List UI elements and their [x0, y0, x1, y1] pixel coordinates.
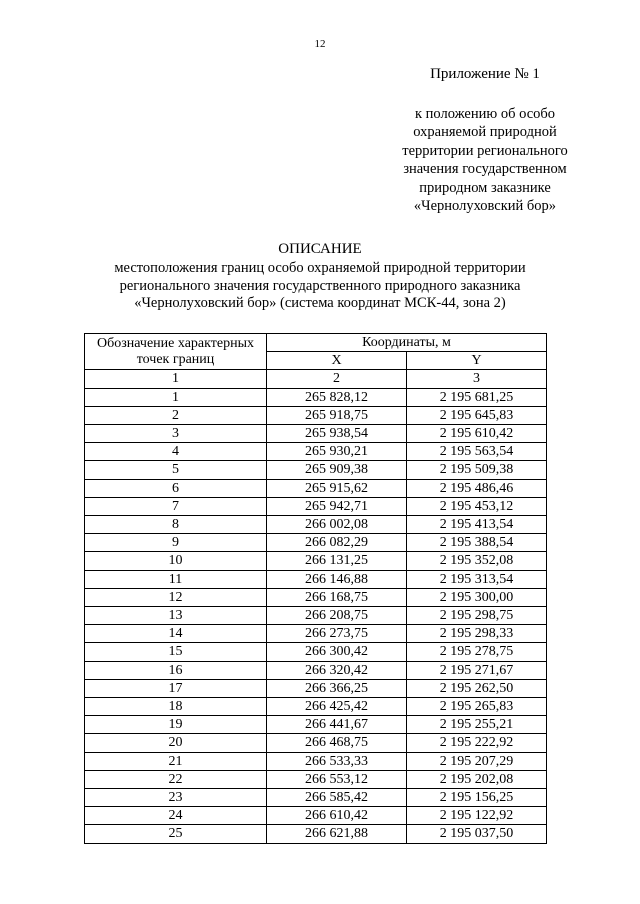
x-coordinate-cell: 266 002,08: [267, 516, 407, 534]
table-row: [85, 679, 547, 697]
table-row: [85, 770, 547, 788]
y-coordinate-cell: 2 195 222,92: [407, 734, 547, 752]
y-coordinate-cell: 2 195 352,08: [407, 552, 547, 570]
table-body: [85, 388, 547, 843]
point-number-cell: 9: [85, 534, 267, 552]
point-number-cell: 5: [85, 461, 267, 479]
table-row: [85, 698, 547, 716]
point-number-cell: 3: [85, 425, 267, 443]
coordinates-table: [84, 333, 547, 844]
point-number-cell: 10: [85, 552, 267, 570]
x-coordinate-cell: 266 441,67: [267, 716, 407, 734]
y-coordinate-cell: 2 195 453,12: [407, 497, 547, 515]
x-coordinate-cell: 266 131,25: [267, 552, 407, 570]
x-coordinate-cell: 265 915,62: [267, 479, 407, 497]
y-coordinate-cell: 2 195 300,00: [407, 588, 547, 606]
y-coordinate-cell: 2 195 271,67: [407, 661, 547, 679]
y-coordinate-cell: 2 195 610,42: [407, 425, 547, 443]
y-coordinate-cell: 2 195 262,50: [407, 679, 547, 697]
table-row: [85, 534, 547, 552]
y-coordinate-cell: 2 195 313,54: [407, 570, 547, 588]
point-number-cell: 25: [85, 825, 267, 843]
table-row: [85, 443, 547, 461]
point-number-cell: 12: [85, 588, 267, 606]
point-number-cell: 16: [85, 661, 267, 679]
appendix-subtitle-line: к положению об особо: [414, 106, 556, 122]
point-number-cell: 14: [85, 625, 267, 643]
appendix-title: Приложение № 1: [430, 66, 540, 82]
table-row: [85, 479, 547, 497]
point-number-cell: 21: [85, 752, 267, 770]
x-coordinate-cell: 265 918,75: [267, 406, 407, 424]
page-number: 12: [314, 38, 326, 50]
point-number-cell: 4: [85, 443, 267, 461]
y-coordinate-cell: 2 195 207,29: [407, 752, 547, 770]
y-coordinate-cell: 2 195 202,08: [407, 770, 547, 788]
x-coordinate-cell: 266 610,42: [267, 807, 407, 825]
description-line: «Чернолуховский бор» (система координат МСК-44, зона 2): [134, 295, 506, 311]
x-coordinate-cell: 266 320,42: [267, 661, 407, 679]
column-number-row: [85, 370, 547, 388]
table-row: [85, 607, 547, 625]
y-coordinate-cell: 2 195 298,33: [407, 625, 547, 643]
y-coordinate-cell: 2 195 563,54: [407, 443, 547, 461]
description-line: регионального значения государственного природного заказника: [119, 277, 521, 294]
y-coordinate-cell: 2 195 122,92: [407, 807, 547, 825]
x-coordinate-cell: 266 553,12: [267, 770, 407, 788]
x-coordinate-cell: 266 585,42: [267, 789, 407, 807]
table-header-row: [85, 334, 547, 352]
y-coordinate-cell: 2 195 486,46: [407, 479, 547, 497]
x-coordinate-cell: 266 082,29: [267, 534, 407, 552]
x-coordinate-cell: 265 909,38: [267, 461, 407, 479]
table-row: [85, 825, 547, 843]
point-number-cell: 19: [85, 716, 267, 734]
point-number-cell: 20: [85, 734, 267, 752]
point-number-cell: 1: [85, 388, 267, 406]
x-coordinate-cell: 265 942,71: [267, 497, 407, 515]
x-coordinate-cell: 266 425,42: [267, 698, 407, 716]
table-row: [85, 461, 547, 479]
table-row: [85, 734, 547, 752]
table-row: [85, 516, 547, 534]
column-number: 1: [85, 370, 267, 388]
header-coordinates: Координаты, м: [267, 334, 547, 352]
table-row: [85, 425, 547, 443]
y-coordinate-cell: 2 195 388,54: [407, 534, 547, 552]
point-number-cell: 8: [85, 516, 267, 534]
table-row: [85, 552, 547, 570]
y-coordinate-cell: 2 195 278,75: [407, 643, 547, 661]
point-number-cell: 22: [85, 770, 267, 788]
y-coordinate-cell: 2 195 037,50: [407, 825, 547, 843]
description-line: местоположения границ особо охраняемой природной территории: [114, 260, 526, 276]
appendix-subtitle: [390, 105, 580, 215]
appendix-subtitle-line: значения государственном: [403, 161, 567, 178]
point-number-cell: 15: [85, 643, 267, 661]
table-row: [85, 661, 547, 679]
y-coordinate-cell: 2 195 413,54: [407, 516, 547, 534]
x-coordinate-cell: 266 468,75: [267, 734, 407, 752]
table-row: [85, 643, 547, 661]
x-coordinate-cell: 266 273,75: [267, 625, 407, 643]
table-row: [85, 388, 547, 406]
table-row: [85, 588, 547, 606]
point-number-cell: 23: [85, 789, 267, 807]
x-coordinate-cell: 266 621,88: [267, 825, 407, 843]
y-coordinate-cell: 2 195 298,75: [407, 607, 547, 625]
header-point-designation: Обозначение характерных точек границ: [85, 334, 267, 370]
x-coordinate-cell: 266 533,33: [267, 752, 407, 770]
y-coordinate-cell: 2 195 645,83: [407, 406, 547, 424]
x-coordinate-cell: 266 366,25: [267, 679, 407, 697]
x-coordinate-cell: 265 938,54: [267, 425, 407, 443]
header-y: Y: [407, 352, 547, 370]
y-coordinate-cell: 2 195 156,25: [407, 789, 547, 807]
table-row: [85, 406, 547, 424]
document-description: [70, 260, 570, 313]
header-x: X: [267, 352, 407, 370]
appendix-subtitle-line: природном заказнике: [419, 179, 551, 196]
point-number-cell: 11: [85, 570, 267, 588]
appendix-subtitle-line: охраняемой природной: [413, 124, 557, 141]
table-row: [85, 807, 547, 825]
table-row: [85, 570, 547, 588]
x-coordinate-cell: 265 828,12: [267, 388, 407, 406]
table-row: [85, 625, 547, 643]
point-number-cell: 13: [85, 607, 267, 625]
appendix-subtitle-line: территории регионального: [402, 142, 568, 159]
point-number-cell: 2: [85, 406, 267, 424]
appendix-subtitle-line: «Чернолуховский бор»: [413, 198, 557, 215]
x-coordinate-cell: 266 300,42: [267, 643, 407, 661]
table-row: [85, 497, 547, 515]
point-number-cell: 24: [85, 807, 267, 825]
x-coordinate-cell: 266 168,75: [267, 588, 407, 606]
point-number-cell: 6: [85, 479, 267, 497]
point-number-cell: 18: [85, 698, 267, 716]
point-number-cell: 7: [85, 497, 267, 515]
y-coordinate-cell: 2 195 255,21: [407, 716, 547, 734]
column-number: 3: [407, 370, 547, 388]
x-coordinate-cell: 265 930,21: [267, 443, 407, 461]
x-coordinate-cell: 266 146,88: [267, 570, 407, 588]
document-heading: ОПИСАНИЕ: [278, 241, 362, 257]
table-row: [85, 789, 547, 807]
y-coordinate-cell: 2 195 509,38: [407, 461, 547, 479]
y-coordinate-cell: 2 195 681,25: [407, 388, 547, 406]
table-row: [85, 716, 547, 734]
table-row: [85, 752, 547, 770]
column-number: 2: [267, 370, 407, 388]
y-coordinate-cell: 2 195 265,83: [407, 698, 547, 716]
x-coordinate-cell: 266 208,75: [267, 607, 407, 625]
point-number-cell: 17: [85, 679, 267, 697]
